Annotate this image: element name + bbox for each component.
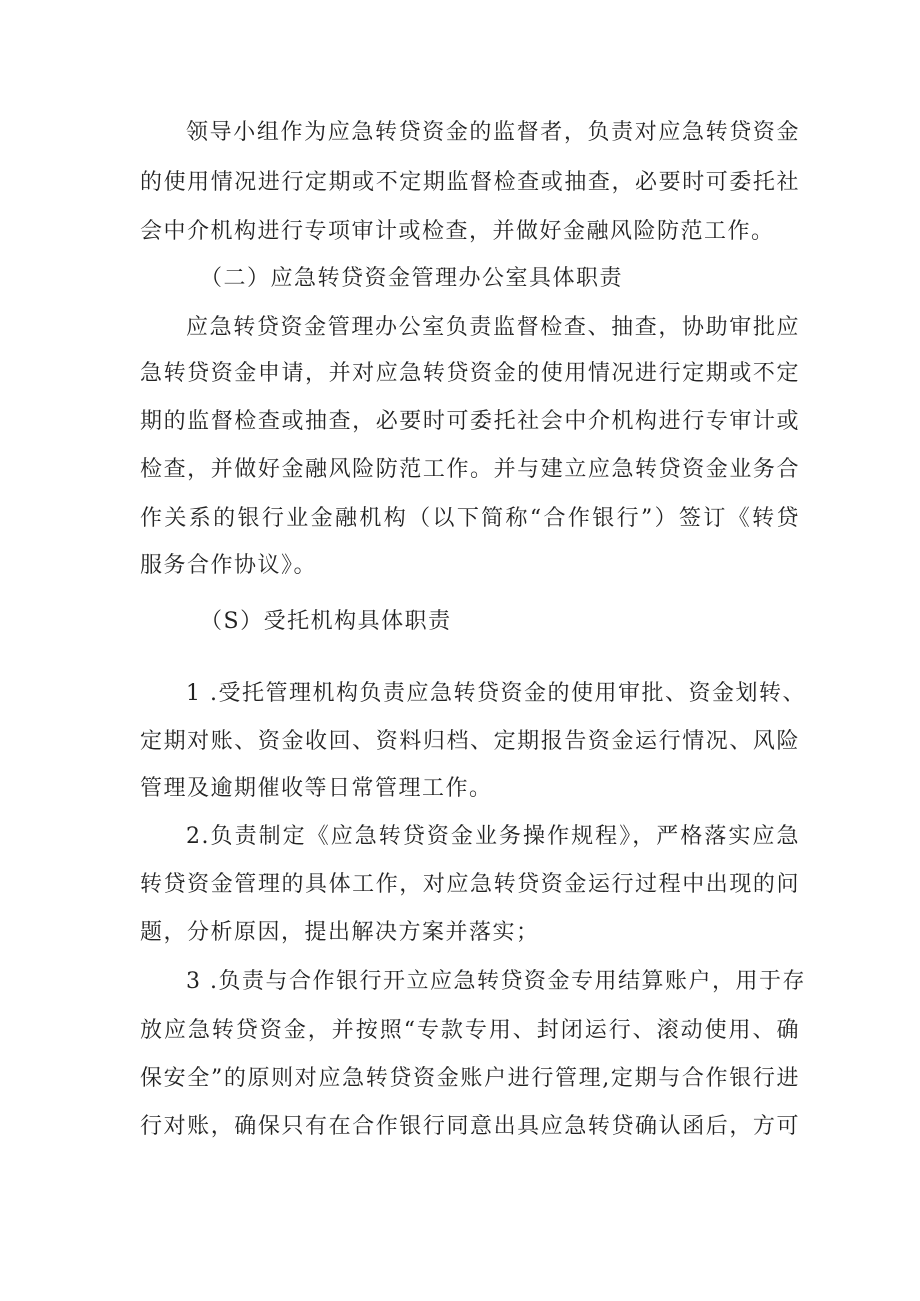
paragraph-2-line-1: 应急转贷资金管理办公室负责监督检查、抽查，协助审批应 [186, 315, 800, 340]
paragraph-5-line-2: 放应急转贷资金，并按照“专款专用、封闭运行、滚动使用、确 [140, 1018, 800, 1043]
paragraph-1-line-1: 领导小组作为应急转贷资金的监督者，负责对应急转贷资金 [186, 120, 800, 145]
paragraph-1-line-3: 会中介机构进行专项审计或检查，并做好金融风险防范工作。 [140, 219, 775, 244]
paragraph-3-line-2: 定期对账、资金收回、资料归档、定期报告资金运行情况、风险 [140, 729, 800, 754]
paragraph-4-line-3: 题，分析原因，提出解决方案并落实； [140, 920, 540, 945]
paragraph-1-line-2: 的使用情况进行定期或不定期监督检查或抽查，必要时可委托社 [140, 170, 800, 195]
paragraph-4-line-2: 转贷资金管理的具体工作，对应急转贷资金运行过程中出现的问 [140, 872, 800, 897]
paragraph-4-line-1: 2.负责制定《应急转贷资金业务操作规程》，严格落实应急 [186, 824, 800, 849]
paragraph-2-line-2: 急转贷资金申请，并对应急转贷资金的使用情况进行定期或不定 [140, 361, 800, 386]
paragraph-3-line-3: 管理及逾期催收等日常管理工作。 [140, 776, 493, 801]
paragraph-5-line-4: 行对账，确保只有在合作银行同意出具应急转贷确认函后，方可 [140, 1114, 800, 1139]
paragraph-2-line-3: 期的监督检查或抽查，必要时可委托社会中介机构进行专审计或 [140, 409, 800, 434]
paragraph-5-line-3: 保安全”的原则对应急转贷资金账户进行管理,定期与合作银行进 [140, 1066, 800, 1091]
paragraph-2-line-4: 检查，并做好金融风险防范工作。并与建立应急转贷资金业务合 [140, 457, 800, 482]
section-heading-2: （二）应急转贷资金管理办公室具体职责 [200, 266, 624, 291]
section-heading-3: （S）受托机构具体职责 [200, 609, 452, 634]
paragraph-2-line-6: 服务合作协议》。 [140, 553, 318, 578]
paragraph-5-line-1: 3 .负责与合作银行开立应急转贷资金专用结算账户，用于存 [186, 969, 806, 994]
paragraph-2-line-5: 作关系的银行业金融机构（以下简称“合作银行”）签订《转贷 [140, 506, 800, 531]
paragraph-3-line-1: 1 .受托管理机构负责应急转贷资金的使用审批、资金划转、 [186, 681, 806, 706]
